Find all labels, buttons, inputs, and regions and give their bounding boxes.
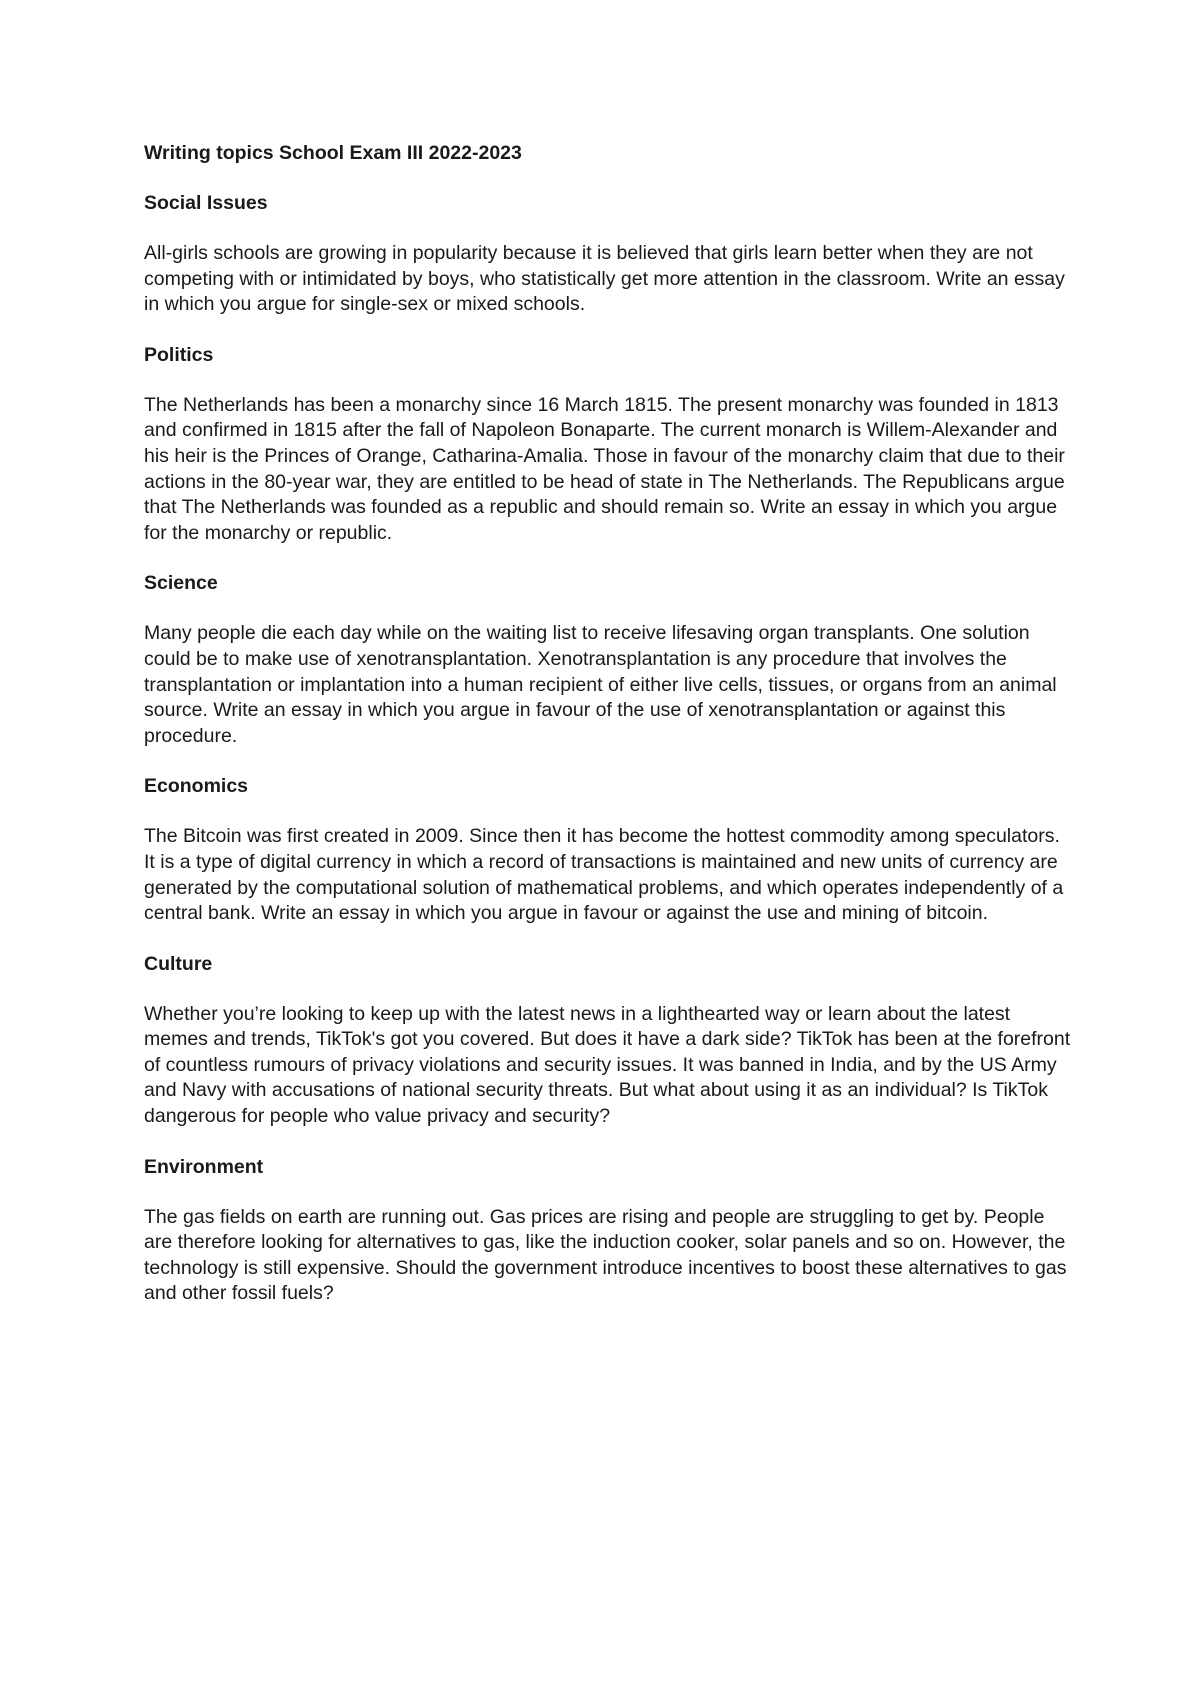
- section-body: All-girls schools are growing in popularity because it is believed that girls learn better when they are not competing with or intimidated by boys, who statistically get more attention in the classroom. Write an essay in which you argue for single-sex or mixed schools.: [144, 242, 1065, 316]
- section-culture: [144, 951, 1074, 1130]
- section-politics: [144, 342, 1074, 547]
- section-body: The Netherlands has been a monarchy since 16 March 1815. The present monarchy was founded in 1813 and confirmed in 1815 after the fall of Napoleon Bonaparte. The current monarch is Willem-Alexander and his heir is the Princes of Orange, Catharina-Amalia. Those in favour of the monarchy claim that due to their actions in the 80-year war, they are entitled to be head of state in The Netherlands. The Republicans argue that The Netherlands was founded as a republic and should remain so. Write an essay in which you argue for the monarchy or republic.: [144, 393, 1065, 544]
- section-body: The gas fields on earth are running out. Gas prices are rising and people are struggling to get by. People are therefore looking for alternatives to gas, like the induction cooker, solar panels and so on. However, the technology is still expensive. Should the government introduce incentives to boost these alternatives to gas and other fossil fuels?: [144, 1205, 1067, 1305]
- document-content: [144, 140, 1074, 1331]
- section-heading: Politics: [144, 343, 214, 366]
- section-body: The Bitcoin was first created in 2009. Since then it has become the hottest commodity among speculators. It is a type of digital currency in which a record of transactions is maintained and new units of currency are generated by the computational solution of mathematical problems, and which operates independently of a central bank. Write an essay in which you argue in favour or against the use and mining of bitcoin.: [144, 825, 1064, 925]
- section-science: [144, 570, 1074, 749]
- section-heading: Economics: [144, 775, 249, 798]
- section-environment: [144, 1154, 1074, 1307]
- section-heading: Social Issues: [144, 192, 268, 214]
- section-economics: [144, 773, 1074, 926]
- document-title: Writing topics School Exam III 2022-2023: [144, 142, 522, 164]
- section-heading: Culture: [144, 952, 213, 975]
- section-body: Many people die each day while on the waiting list to receive lifesaving organ transplants. One solution could be to make use of xenotransplantation. Xenotransplantation is any procedure that involves the transplantation or implantation into a human recipient of either live cells, tissues, or organs from an animal source. Write an essay in which you argue in favour of the use of xenotransplantation or against this procedure.: [144, 622, 1057, 747]
- section-body: Whether you’re looking to keep up with the latest news in a lighthearted way or learn about the latest memes and trends, TikTok's got you covered. But does it have a dark side? TikTok has been at the forefront of countless rumours of privacy violations and security issues. It was banned in India, and by the US Army and Navy with accusations of national security threats. But what about using it as an individual? Is TikTok dangerous for people who value privacy and security?: [144, 1002, 1071, 1128]
- section-heading: Science: [144, 572, 218, 595]
- section-social-issues: [144, 190, 1074, 318]
- section-heading: Environment: [144, 1155, 264, 1178]
